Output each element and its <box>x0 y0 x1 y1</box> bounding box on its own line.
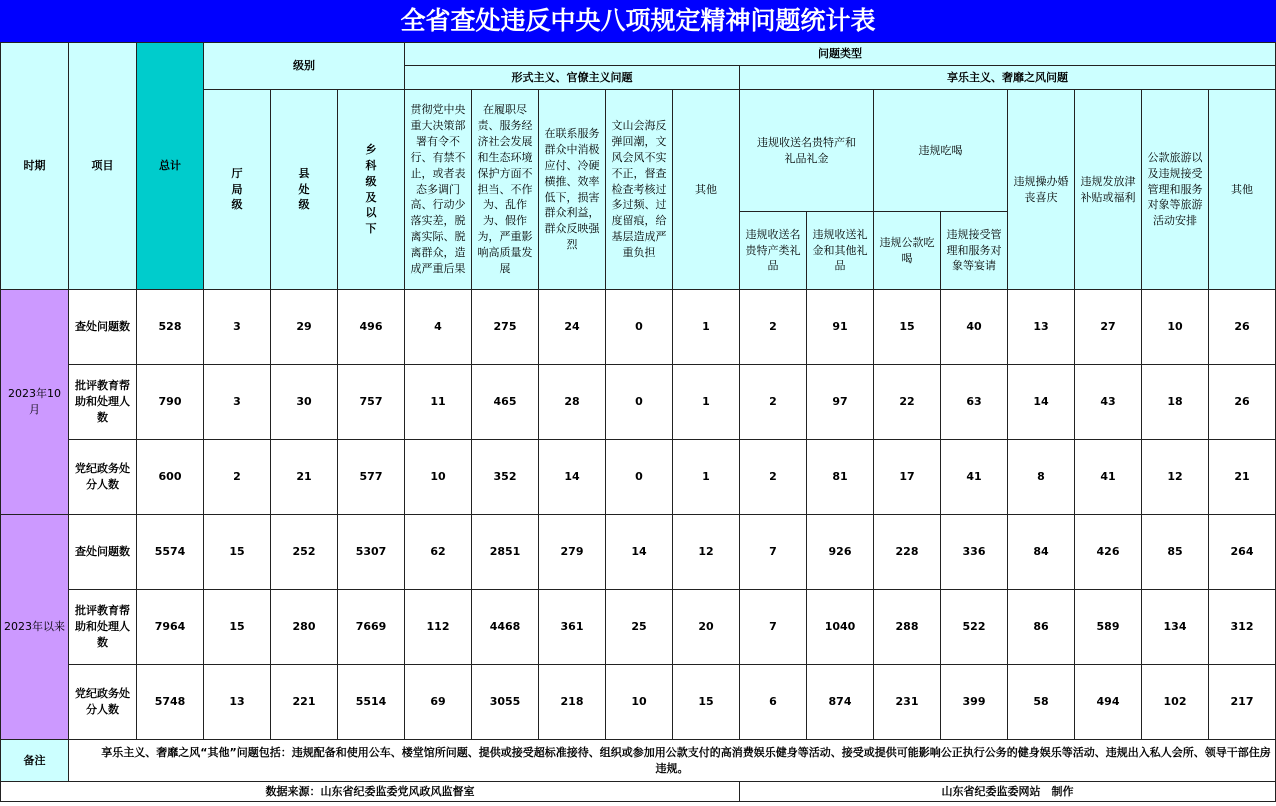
header-formalism: 形式主义、官僚主义问题 <box>405 66 740 90</box>
value-cell: 7964 <box>137 590 204 665</box>
value-cell: 102 <box>1142 665 1209 740</box>
value-cell: 280 <box>271 590 338 665</box>
value-cell: 20 <box>673 590 740 665</box>
note-text: 享乐主义、奢靡之风“其他”问题包括：违规配备和使用公车、楼堂馆所问题、提供或接受超标准接待、组织或参加用公款支付的高消费娱乐健身等活动、接受或提供可能影响公正执行公务的健身娱乐等活动、违规出入私人会所、领导干部住房违规。 <box>69 740 1276 782</box>
value-cell: 17 <box>874 440 941 515</box>
header-gifts: 违规收送名贵特产和礼品礼金 <box>740 90 874 212</box>
value-cell: 63 <box>941 365 1008 440</box>
value-cell: 7 <box>740 590 807 665</box>
value-cell: 12 <box>1142 440 1209 515</box>
value-cell: 41 <box>1075 440 1142 515</box>
value-cell: 790 <box>137 365 204 440</box>
value-cell: 91 <box>807 290 874 365</box>
stats-table <box>0 42 1276 802</box>
value-cell: 28 <box>539 365 606 440</box>
value-cell: 279 <box>539 515 606 590</box>
value-cell: 5748 <box>137 665 204 740</box>
header-travel: 公款旅游以及违规接受管理和服务对象等旅游活动安排 <box>1142 90 1209 290</box>
value-cell: 97 <box>807 365 874 440</box>
value-cell: 11 <box>405 365 472 440</box>
value-cell: 5514 <box>338 665 405 740</box>
item-cell: 查处问题数 <box>69 515 137 590</box>
value-cell: 3 <box>204 365 271 440</box>
value-cell: 86 <box>1008 590 1075 665</box>
value-cell: 12 <box>673 515 740 590</box>
value-cell: 85 <box>1142 515 1209 590</box>
value-cell: 522 <box>941 590 1008 665</box>
value-cell: 81 <box>807 440 874 515</box>
value-cell: 926 <box>807 515 874 590</box>
value-cell: 7 <box>740 515 807 590</box>
value-cell: 10 <box>1142 290 1209 365</box>
value-cell: 2 <box>740 440 807 515</box>
value-cell: 589 <box>1075 590 1142 665</box>
value-cell: 1 <box>673 290 740 365</box>
period-cell: 2023年以来 <box>1 515 69 740</box>
value-cell: 58 <box>1008 665 1075 740</box>
value-cell: 496 <box>338 290 405 365</box>
item-cell: 党纪政务处分人数 <box>69 440 137 515</box>
header-total: 总计 <box>137 43 204 290</box>
value-cell: 218 <box>539 665 606 740</box>
header-problem-type: 问题类型 <box>405 43 1276 66</box>
value-cell: 228 <box>874 515 941 590</box>
header-formalism-1: 贯彻党中央重大决策部署有令不行、有禁不止，或者表态多调门高、行动少落实差，脱离实际、脱离群众，造成严重后果 <box>405 90 472 290</box>
value-cell: 69 <box>405 665 472 740</box>
value-cell: 21 <box>271 440 338 515</box>
value-cell: 14 <box>539 440 606 515</box>
header-wedding: 违规操办婚丧喜庆 <box>1008 90 1075 290</box>
table-row <box>1 590 1276 665</box>
value-cell: 0 <box>606 290 673 365</box>
value-cell: 494 <box>1075 665 1142 740</box>
value-cell: 600 <box>137 440 204 515</box>
value-cell: 528 <box>137 290 204 365</box>
note-label: 备注 <box>1 740 69 782</box>
value-cell: 8 <box>1008 440 1075 515</box>
publisher: 山东省纪委监委网站 制作 <box>740 782 1276 802</box>
table-row <box>1 290 1276 365</box>
value-cell: 1 <box>673 365 740 440</box>
value-cell: 288 <box>874 590 941 665</box>
value-cell: 399 <box>941 665 1008 740</box>
header-subsidy: 违规发放津补贴或福利 <box>1075 90 1142 290</box>
table-row <box>1 515 1276 590</box>
value-cell: 26 <box>1209 365 1276 440</box>
value-cell: 4 <box>405 290 472 365</box>
table-row <box>1 665 1276 740</box>
item-cell: 批评教育帮助和处理人数 <box>69 365 137 440</box>
value-cell: 2 <box>740 290 807 365</box>
value-cell: 361 <box>539 590 606 665</box>
value-cell: 43 <box>1075 365 1142 440</box>
header-formalism-other: 其他 <box>673 90 740 290</box>
value-cell: 40 <box>941 290 1008 365</box>
header-level-xiang: 乡科级及以下 <box>338 90 405 290</box>
header-level: 级别 <box>204 43 405 90</box>
value-cell: 3055 <box>472 665 539 740</box>
value-cell: 84 <box>1008 515 1075 590</box>
value-cell: 14 <box>606 515 673 590</box>
value-cell: 252 <box>271 515 338 590</box>
value-cell: 221 <box>271 665 338 740</box>
value-cell: 15 <box>874 290 941 365</box>
header-item: 项目 <box>69 43 137 290</box>
page-title: 全省查处违反中央八项规定精神问题统计表 <box>0 0 1276 42</box>
header-period: 时期 <box>1 43 69 290</box>
value-cell: 275 <box>472 290 539 365</box>
value-cell: 10 <box>606 665 673 740</box>
value-cell: 264 <box>1209 515 1276 590</box>
value-cell: 352 <box>472 440 539 515</box>
data-source: 数据来源：山东省纪委监委党风政风监督室 <box>1 782 740 802</box>
header-level-xian: 县处级 <box>271 90 338 290</box>
value-cell: 24 <box>539 290 606 365</box>
item-cell: 查处问题数 <box>69 290 137 365</box>
value-cell: 41 <box>941 440 1008 515</box>
value-cell: 1040 <box>807 590 874 665</box>
item-cell: 党纪政务处分人数 <box>69 665 137 740</box>
value-cell: 577 <box>338 440 405 515</box>
period-cell: 2023年10月 <box>1 290 69 515</box>
header-hedonism-other: 其他 <box>1209 90 1276 290</box>
value-cell: 15 <box>673 665 740 740</box>
value-cell: 18 <box>1142 365 1209 440</box>
value-cell: 1 <box>673 440 740 515</box>
value-cell: 29 <box>271 290 338 365</box>
header-hedonism: 享乐主义、奢靡之风问题 <box>740 66 1276 90</box>
table-row <box>1 440 1276 515</box>
value-cell: 2 <box>204 440 271 515</box>
value-cell: 10 <box>405 440 472 515</box>
value-cell: 217 <box>1209 665 1276 740</box>
value-cell: 5307 <box>338 515 405 590</box>
header-dining-2: 违规接受管理和服务对象等宴请 <box>941 212 1008 290</box>
value-cell: 0 <box>606 440 673 515</box>
table-row <box>1 365 1276 440</box>
value-cell: 112 <box>405 590 472 665</box>
value-cell: 231 <box>874 665 941 740</box>
header-gifts-1: 违规收送名贵特产类礼品 <box>740 212 807 290</box>
value-cell: 3 <box>204 290 271 365</box>
value-cell: 2851 <box>472 515 539 590</box>
header-formalism-2: 在履职尽责、服务经济社会发展和生态环境保护方面不担当、不作为、乱作为、假作为，严重影响高质量发展 <box>472 90 539 290</box>
value-cell: 25 <box>606 590 673 665</box>
value-cell: 5574 <box>137 515 204 590</box>
header-gifts-2: 违规收送礼金和其他礼品 <box>807 212 874 290</box>
header-formalism-4: 文山会海反弹回潮，文风会风不实不正，督查检查考核过多过频、过度留痕，给基层造成严重负担 <box>606 90 673 290</box>
value-cell: 426 <box>1075 515 1142 590</box>
header-level-ting: 厅局级 <box>204 90 271 290</box>
value-cell: 26 <box>1209 290 1276 365</box>
value-cell: 13 <box>1008 290 1075 365</box>
value-cell: 62 <box>405 515 472 590</box>
value-cell: 0 <box>606 365 673 440</box>
value-cell: 2 <box>740 365 807 440</box>
value-cell: 4468 <box>472 590 539 665</box>
value-cell: 15 <box>204 515 271 590</box>
value-cell: 27 <box>1075 290 1142 365</box>
item-cell: 批评教育帮助和处理人数 <box>69 590 137 665</box>
value-cell: 30 <box>271 365 338 440</box>
value-cell: 22 <box>874 365 941 440</box>
value-cell: 21 <box>1209 440 1276 515</box>
value-cell: 13 <box>204 665 271 740</box>
value-cell: 874 <box>807 665 874 740</box>
header-dining: 违规吃喝 <box>874 90 1008 212</box>
value-cell: 134 <box>1142 590 1209 665</box>
header-dining-1: 违规公款吃喝 <box>874 212 941 290</box>
value-cell: 6 <box>740 665 807 740</box>
value-cell: 7669 <box>338 590 405 665</box>
value-cell: 15 <box>204 590 271 665</box>
value-cell: 465 <box>472 365 539 440</box>
header-formalism-3: 在联系服务群众中消极应付、冷硬横推、效率低下，损害群众利益，群众反映强烈 <box>539 90 606 290</box>
value-cell: 14 <box>1008 365 1075 440</box>
value-cell: 336 <box>941 515 1008 590</box>
value-cell: 757 <box>338 365 405 440</box>
value-cell: 312 <box>1209 590 1276 665</box>
